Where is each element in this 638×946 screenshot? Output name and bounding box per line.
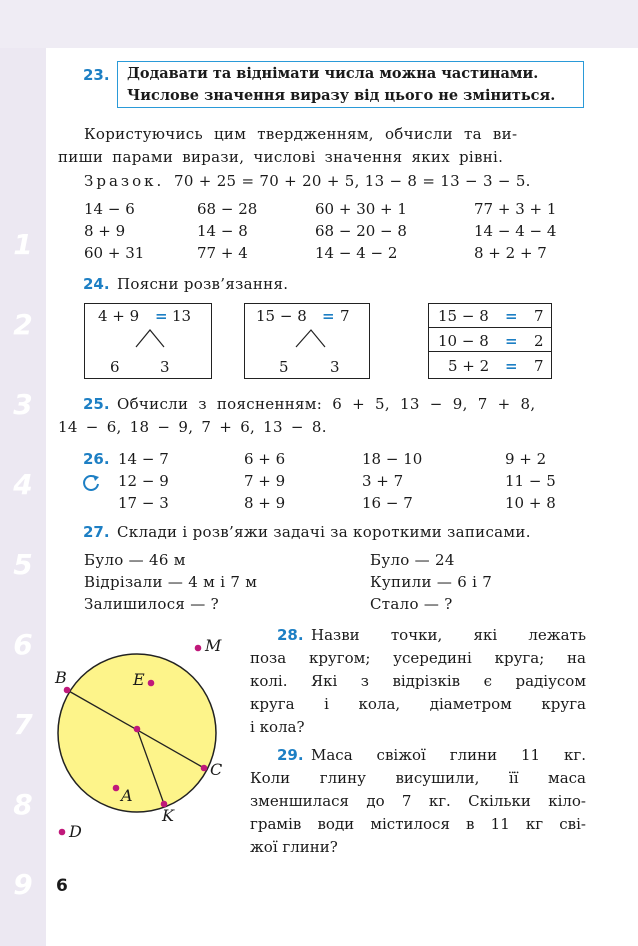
expression: 11 − 5 (505, 472, 556, 490)
ex27-text: Склади і розв’яжи задачі за короткими записами. (117, 523, 531, 541)
ex28-text (250, 624, 586, 739)
point-D (59, 829, 66, 836)
side-number: 1 (13, 228, 33, 261)
expression: 14 − 4 − 4 (474, 222, 557, 240)
ex27-left-line-1: Було — 46 м (84, 551, 186, 569)
exercise-number-27: 27. (83, 523, 110, 541)
box1-expression: 4 + 9 (98, 307, 140, 325)
label-E: E (133, 670, 145, 689)
expression: 14 − 6 (84, 200, 135, 218)
side-number: 8 (13, 788, 33, 821)
point-M (195, 645, 202, 652)
expression: 7 + 9 (244, 472, 286, 490)
box2-equals: = (322, 307, 335, 325)
ex27-right-line-1: Було — 24 (370, 551, 455, 569)
expression: 17 − 3 (118, 494, 169, 512)
expression: 68 − 28 (197, 200, 258, 218)
exercise-number-23: 23. (83, 66, 110, 84)
box2-part-2: 3 (330, 358, 340, 376)
expression: 8 + 9 (84, 222, 126, 240)
box3-row2-equals: = (505, 332, 518, 350)
label-A: A (121, 786, 133, 805)
ex29-line: зменшилася до 7 кг. Скільки кіло- (250, 792, 586, 810)
ex27-right-line-3: Стало — ? (370, 595, 453, 613)
point-A (113, 785, 120, 792)
box2-part-1: 5 (279, 358, 289, 376)
side-number: 7 (13, 708, 33, 741)
expression: 68 − 20 − 8 (315, 222, 407, 240)
ex23-text-line-1: Користуючись цим твердженням, обчисли та ви- (84, 125, 518, 143)
expression: 77 + 4 (197, 244, 248, 262)
box1-part-2: 3 (160, 358, 170, 376)
point-C (201, 765, 208, 772)
expression: 60 + 31 (84, 244, 145, 262)
expression: 9 + 2 (505, 450, 547, 468)
expression: 14 − 8 (197, 222, 248, 240)
side-number: 6 (13, 628, 33, 661)
ex29-line: грамів води містилося в 11 кг сві- (250, 815, 586, 833)
expression: 18 − 10 (362, 450, 423, 468)
label-D: D (69, 822, 82, 841)
box3-row1-equals: = (505, 307, 518, 325)
expression: 60 + 30 + 1 (315, 200, 407, 218)
box3-row2-result: 2 (534, 332, 544, 350)
ex29-line: Маса свіжої глини 11 кг. (311, 746, 586, 764)
expression: 8 + 9 (244, 494, 286, 512)
box3-row3-expression: 5 + 2 (448, 357, 490, 375)
box3-row1-result: 7 (534, 307, 544, 325)
expression: 6 + 6 (244, 450, 286, 468)
page-number: 6 (56, 876, 68, 896)
point-center (134, 726, 141, 733)
rule-line-2: Числове значення виразу від цього не зміниться. (127, 87, 556, 104)
ex29-text (250, 744, 586, 859)
box2-expression: 15 − 8 (256, 307, 307, 325)
exercise-number-24: 24. (83, 275, 110, 293)
label-C: C (210, 760, 223, 779)
point-B (64, 687, 71, 694)
ex28-line: Назви точки, які лежать (311, 626, 586, 644)
ex27-left-line-3: Залишилося — ? (84, 595, 219, 613)
ex24-text: Поясни розв’язання. (117, 275, 289, 293)
label-M: M (205, 636, 222, 655)
ex28-line: поза кругом; усередині круга; на (250, 649, 586, 667)
expression: 16 − 7 (362, 494, 413, 512)
ex25-line-1: Обчисли з поясненням: 6 + 5, 13 − 9, 7 + 8, (117, 395, 536, 413)
box3-row3-result: 7 (534, 357, 544, 375)
expression: 10 + 8 (505, 494, 556, 512)
box1-result: 13 (172, 307, 192, 325)
expression: 12 − 9 (118, 472, 169, 490)
box3-row1-expression: 15 − 8 (438, 307, 489, 325)
ex28-line: і кола? (250, 718, 305, 736)
box1-equals: = (155, 307, 168, 325)
box3-row3-equals: = (505, 357, 518, 375)
expression: 14 − 4 − 2 (315, 244, 398, 262)
side-number: 3 (13, 388, 33, 421)
ex28-line: круга і кола, діаметром круга (250, 695, 586, 713)
exercise-number-26: 26. (83, 450, 110, 468)
side-number: 2 (13, 308, 33, 341)
exercise-number-29: 29. (277, 746, 304, 764)
box3-row2-expression: 10 − 8 (438, 332, 489, 350)
expression: 8 + 2 + 7 (474, 244, 547, 262)
ex25-line-2: 14 − 6, 18 − 9, 7 + 6, 13 − 8. (58, 418, 327, 436)
expression: 3 + 7 (362, 472, 404, 490)
ex23-text-line-2: пиши парами вирази, числові значення яких рівні. (58, 148, 504, 166)
ex28-line: колі. Які з відрізків є радіусом (250, 672, 586, 690)
box1-part-1: 6 (110, 358, 120, 376)
box2-result: 7 (340, 307, 350, 325)
exercise-number-28: 28. (277, 626, 304, 644)
ex29-line: Коли глину висушили, її маса (250, 769, 586, 787)
side-number: 4 (13, 468, 33, 501)
sample-label: Зразок. (84, 172, 165, 190)
sample-text: 70 + 25 = 70 + 20 + 5, 13 − 8 = 13 − 3 − 5. (174, 172, 531, 190)
label-K: K (162, 806, 174, 825)
ex27-left-line-2: Відрізали — 4 м і 7 м (84, 573, 258, 591)
exercise-number-25: 25. (83, 395, 110, 413)
side-number: 5 (13, 548, 33, 581)
expression: 14 − 7 (118, 450, 169, 468)
rule-line-1: Додавати та віднімати числа можна частинами. (127, 65, 539, 82)
point-E (148, 680, 155, 687)
side-number: 9 (13, 868, 33, 901)
expression: 77 + 3 + 1 (474, 200, 557, 218)
ex29-line: жої глини? (250, 838, 338, 856)
label-B: B (55, 668, 67, 687)
ex27-right-line-2: Купили — 6 і 7 (370, 573, 493, 591)
